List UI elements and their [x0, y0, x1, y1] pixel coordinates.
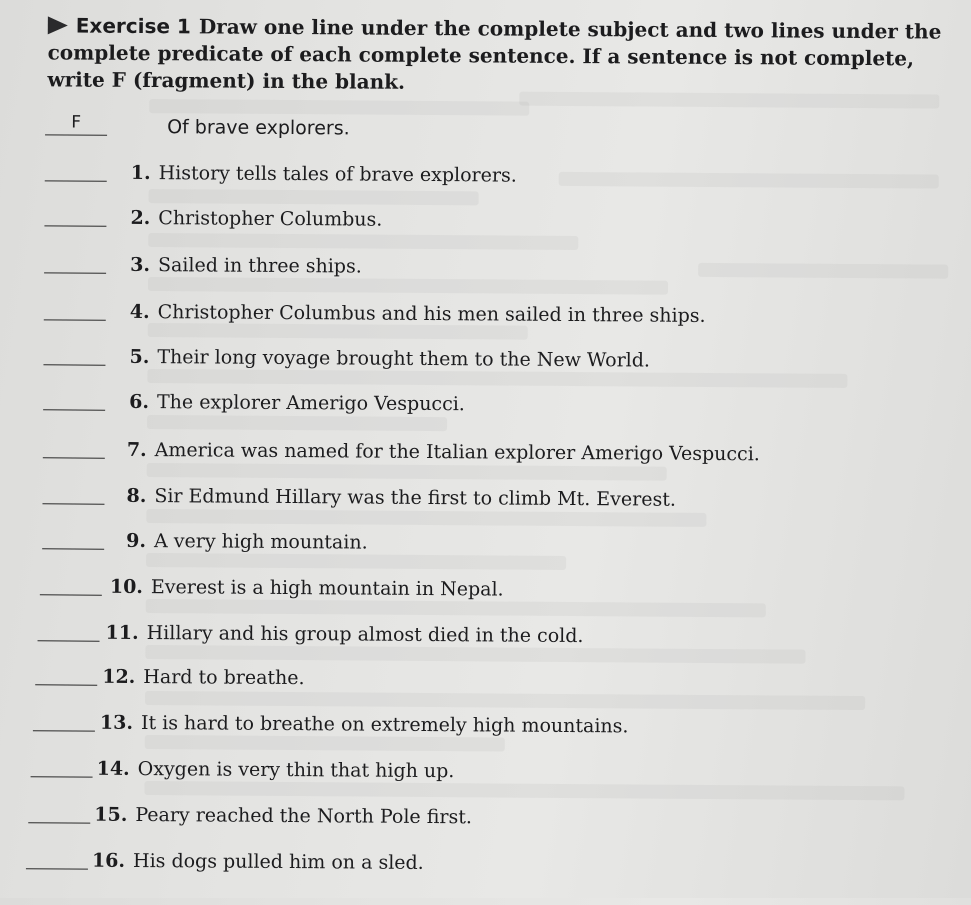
item-number: 13.: [100, 712, 133, 734]
item-text: Christopher Columbus.: [158, 207, 382, 231]
answer-blank[interactable]: [35, 662, 97, 685]
item-number: 2.: [130, 207, 150, 229]
item-number: 14.: [97, 758, 130, 780]
answer-blank[interactable]: [40, 572, 102, 595]
item-text: History tells tales of brave explorers.: [159, 162, 517, 186]
item-number: 6.: [129, 391, 149, 413]
answer-blank[interactable]: [42, 481, 104, 504]
sentence-text: [131, 159, 517, 190]
item-number: 9.: [126, 530, 146, 552]
answer-blank[interactable]: [28, 800, 90, 823]
item-number: 5.: [129, 346, 149, 368]
sentence-text: [94, 801, 472, 832]
sentence-text: [126, 527, 368, 557]
item-text: Peary reached the North Pole first.: [135, 804, 472, 828]
item-text: Oxygen is very thin that high up.: [138, 758, 455, 782]
sentence-text: [129, 343, 650, 375]
answer-blank[interactable]: [45, 158, 107, 181]
answer-blank[interactable]: [43, 435, 105, 458]
item-text: A very high mountain.: [154, 530, 368, 553]
item-text: Sir Edmund Hillary was the first to climb Mt. Everest.: [154, 485, 676, 511]
item-text: Hard to breathe.: [143, 666, 304, 689]
exercise-label: Exercise 1: [76, 14, 191, 39]
answer-blank[interactable]: [26, 846, 88, 869]
sentence-text: [100, 709, 629, 741]
sentence-text: [92, 847, 424, 877]
sentence-text: [97, 755, 455, 785]
answer-blank[interactable]: [31, 754, 93, 777]
sentence-text: [102, 663, 305, 692]
exercise-instructions: Draw one line under the complete subject and two lines under the complete predicate of each complete sentence. If a sentence is not complete, write F (fragment) in the blank.: [47, 14, 941, 93]
item-text: Their long voyage brought them to the New World.: [157, 346, 650, 371]
example-sentence: Of brave explorers.: [167, 113, 350, 142]
item-text: The explorer Amerigo Vespucci.: [157, 391, 465, 415]
item-number: 1.: [131, 162, 151, 184]
triangle-arrow-icon: [48, 16, 68, 34]
sentence-text: [110, 573, 504, 604]
answer-blank[interactable]: [43, 387, 105, 410]
sentence-text: [130, 298, 706, 330]
item-number: 3.: [130, 254, 150, 276]
sentence-text: [126, 482, 676, 514]
answer-blank[interactable]: F: [45, 112, 107, 135]
sentence-text: [130, 251, 362, 281]
item-text: Everest is a high mountain in Nepal.: [151, 576, 504, 600]
sentence-text: [127, 436, 760, 468]
item-number: 7.: [127, 439, 147, 461]
item-number: 11.: [106, 622, 139, 644]
answer-blank[interactable]: [38, 618, 100, 641]
item-number: 4.: [130, 301, 150, 323]
answer-blank[interactable]: [33, 708, 95, 731]
item-text: His dogs pulled him on a sled.: [133, 850, 424, 874]
item-text: Christopher Columbus and his men sailed in three ships.: [158, 301, 706, 327]
sentence-text: [105, 619, 583, 650]
answer-blank[interactable]: [44, 250, 106, 273]
item-text: Sailed in three ships.: [158, 254, 362, 277]
answer-blank[interactable]: [44, 203, 106, 226]
answer-blank[interactable]: [42, 526, 104, 549]
item-number: 12.: [102, 666, 135, 688]
sentence-text: [129, 388, 465, 418]
item-number: 10.: [110, 576, 143, 598]
item-number: 16.: [92, 850, 125, 872]
item-text: Hillary and his group almost died in the cold.: [147, 622, 584, 647]
item-number: 15.: [94, 804, 127, 826]
item-text: It is hard to breathe on extremely high mountains.: [141, 712, 629, 737]
item-number: 8.: [126, 485, 146, 507]
exercise-header: [47, 12, 948, 99]
sentence-text: [130, 204, 382, 234]
answer-blank[interactable]: [44, 297, 106, 320]
item-text: America was named for the Italian explorer Amerigo Vespucci.: [155, 439, 760, 465]
answer-blank[interactable]: [43, 342, 105, 365]
